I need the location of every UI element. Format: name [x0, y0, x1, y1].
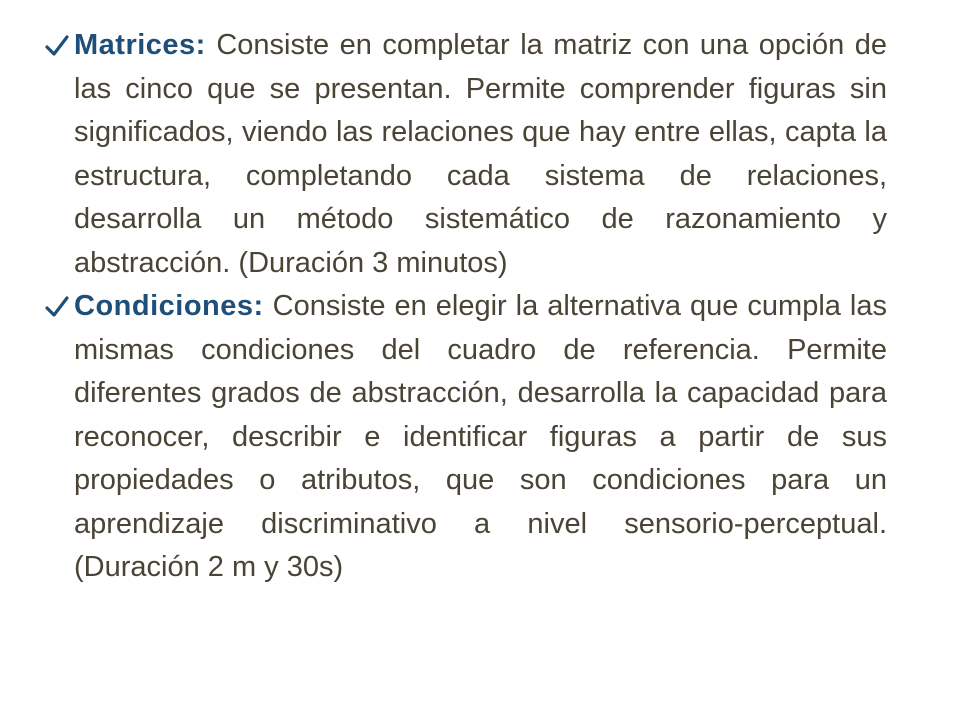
checkmark-icon [44, 294, 70, 320]
bullet-term: Matrices: [74, 29, 206, 61]
bullet-text: Consiste en elegir la alternativa que cumpla las mismas condiciones del cuadro de referencia. Permite diferentes grados de abstracción, desarrolla la capacidad para reconocer, describir e identificar figuras a partir de sus propiedades o atributos, que son condiciones para un aprendizaje discriminativo a nivel sensorio-perceptual. (Duración 2 m y 30s) [74, 290, 887, 583]
bullet-condiciones [44, 285, 887, 590]
bullet-matrices [44, 24, 887, 285]
bullet-term: Condiciones: [74, 290, 264, 322]
bullet-list [44, 24, 887, 590]
bullet-text: Consiste en completar la matriz con una opción de las cinco que se presentan. Permite comprender figuras sin significados, viendo las relaciones que hay entre ellas, capta la estructura, completando cada sistema de relaciones, desarrolla un método sistemático de razonamiento y abstracción. (Duración 3 minutos) [74, 29, 887, 279]
checkmark-icon [44, 33, 70, 59]
